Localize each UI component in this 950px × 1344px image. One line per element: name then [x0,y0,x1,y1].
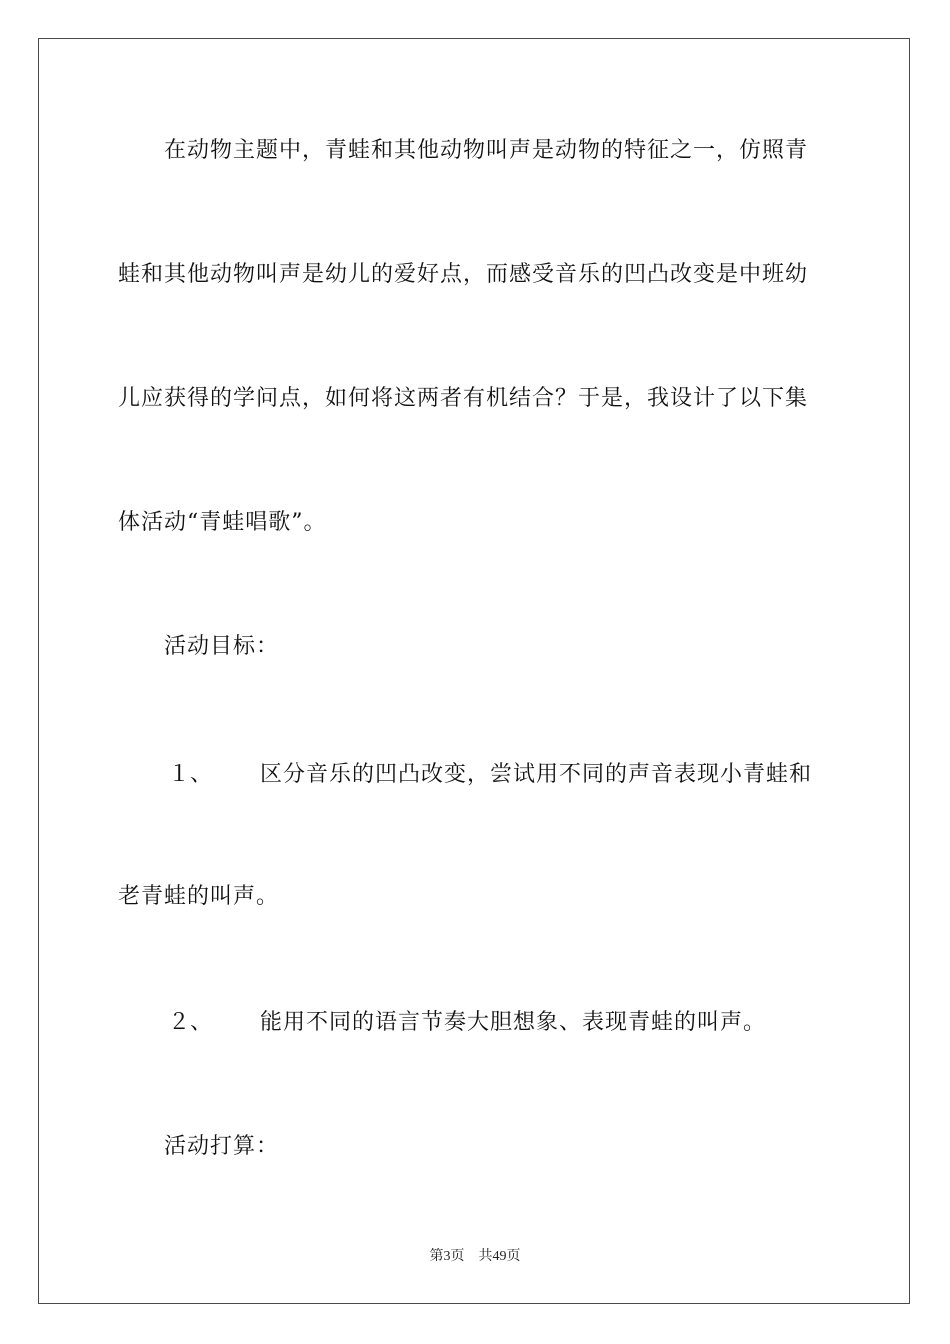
paragraph-line: 在动物主题中，青蛙和其他动物叫声是动物的特征之一，仿照青 [164,138,809,163]
goal-1-line: 老青蛙的叫声。 [118,884,280,909]
page-number-footer: 第3页 共49页 [429,1249,521,1264]
goal-2-text: 能用不同的语言节奏大胆想象、表现青蛙的叫声。 [260,1010,767,1035]
goal-1-line: 区分音乐的凹凸改变，尝试用不同的声音表现小青蛙和 [260,762,813,787]
goals-heading: 活动目标： [164,634,280,659]
paragraph-line: 体活动“青蛙唱歌”。 [118,510,327,535]
paragraph-line: 儿应获得的学问点，如何将这两者有机结合？于是，我设计了以下集 [118,386,809,411]
goal-1-number: １、 [168,762,213,787]
prep-heading: 活动打算： [164,1134,280,1159]
paragraph-line: 蛙和其他动物叫声是幼儿的爱好点，而感受音乐的凹凸改变是中班幼 [118,262,809,287]
goal-2-number: ２、 [168,1010,213,1035]
page-border [38,38,910,1304]
